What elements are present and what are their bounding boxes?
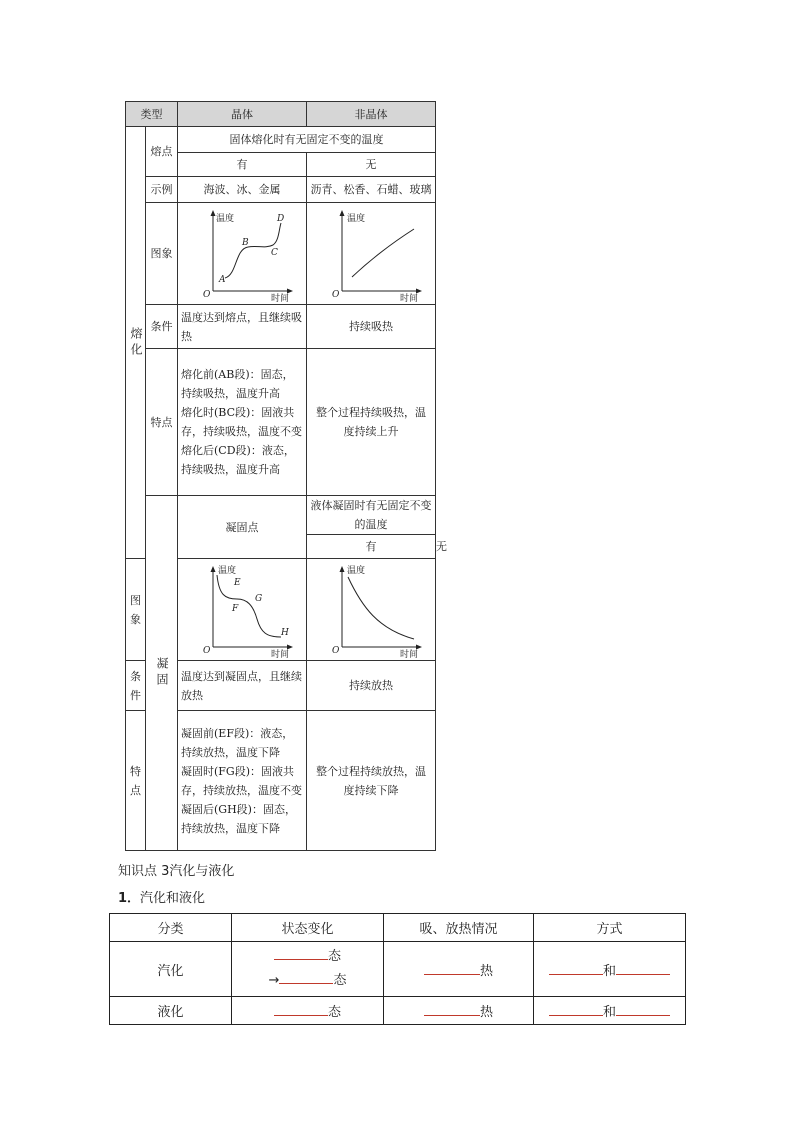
solidification-crystal-ylabel: 温度 [217, 565, 236, 576]
melting-graph-amorphous-cell [307, 203, 436, 305]
solidification-feature-during: 凝固时(FG段)：固液共存，持续放热，温度不变 [181, 764, 302, 797]
point-a: A [218, 274, 225, 285]
melting-crystal-origin: O [202, 289, 210, 300]
state-suffix: 态 [333, 973, 347, 988]
point-g: G [254, 593, 262, 604]
solidification-amorphous-xlabel: 时间 [399, 649, 418, 659]
table-row [110, 942, 686, 997]
melting-features-amorphous: 整个过程持续吸热，温度持续上升 [307, 349, 436, 496]
point-h: H [280, 627, 289, 638]
solidification-graph-label: 图象 [126, 559, 146, 661]
blank-heat[interactable] [424, 1001, 480, 1016]
examples-crystal: 海波、冰、金属 [178, 177, 307, 203]
row-liquefaction-heat [384, 997, 534, 1025]
section-subtitle-text: 汽化和液化 [140, 891, 206, 906]
point-f: F [231, 603, 238, 614]
point-c: C [270, 247, 278, 258]
header-method: 方式 [534, 914, 686, 942]
freezing-point-question: 液体凝固时有无固定不变的温度 [307, 496, 436, 535]
solidification-graph-amorphous-cell [307, 559, 436, 661]
melting-point-amorphous: 无 [307, 153, 436, 177]
solidification-crystal-origin: O [202, 645, 210, 656]
header-amorphous: 非晶体 [307, 102, 436, 127]
melting-condition-crystal: 温度达到熔点，且继续吸热 [178, 305, 307, 349]
melting-crystal-xlabel: 时间 [270, 293, 289, 303]
point-d: D [276, 213, 284, 224]
section-subtitle [118, 887, 205, 906]
section-subtitle-number: 1． [118, 891, 141, 906]
heat-suffix: 热 [479, 1005, 493, 1020]
blank-state[interactable] [274, 1001, 328, 1016]
table2-header-row [110, 914, 686, 942]
freezing-point-crystal: 有 [307, 535, 436, 559]
melting-feature-after: 熔化后(CD段)：液态，持续吸热，温度升高 [181, 444, 295, 476]
melting-feature-during: 熔化时(BC段)：固液共存，持续吸热，温度不变 [181, 406, 302, 438]
row-liquefaction-state [232, 997, 384, 1025]
method-and: 和 [602, 1005, 616, 1020]
melting-point-label: 熔点 [146, 127, 178, 177]
row-liquefaction-method [534, 997, 686, 1025]
section-title: 知识点 3汽化与液化 [118, 864, 235, 879]
row-liquefaction-name: 液化 [110, 997, 232, 1025]
melting-amorphous-xlabel: 时间 [399, 293, 418, 303]
melting-condition-label: 条件 [146, 305, 178, 349]
melting-point-crystal: 有 [178, 153, 307, 177]
arrow-icon: → [268, 973, 280, 988]
melting-features-crystal [178, 349, 307, 496]
vaporization-liquefaction-table [109, 913, 686, 1025]
solidification-amorphous-graph [314, 561, 429, 659]
melting-amorphous-origin: O [331, 289, 339, 300]
solidification-feature-after: 凝固后(GH段)：固态，持续放热，温度下降 [181, 802, 296, 835]
melting-features-label: 特点 [146, 349, 178, 496]
solidification-condition-crystal: 温度达到凝固点，且继续放热 [178, 661, 307, 711]
state-suffix: 态 [327, 1005, 341, 1020]
melting-graph-label: 图象 [146, 203, 178, 305]
solidification-amorphous-origin: O [331, 645, 339, 656]
blank-method-1[interactable] [549, 960, 603, 975]
solidification-condition-label: 条件 [126, 661, 146, 711]
table-row [110, 997, 686, 1025]
solidification-group-label: 凝固 [146, 496, 178, 851]
solidification-features-crystal [178, 711, 307, 851]
header-state-change: 状态变化 [232, 914, 384, 942]
point-b: B [241, 237, 249, 248]
melting-crystal-ylabel: 温度 [215, 213, 234, 224]
freezing-point-label: 凝固点 [178, 496, 307, 559]
melting-amorphous-ylabel: 温度 [346, 213, 365, 224]
melting-point-question: 固体熔化时有无固定不变的温度 [178, 127, 436, 153]
solidification-amorphous-ylabel: 温度 [346, 565, 365, 576]
state-suffix: 态 [327, 949, 341, 964]
melting-solidification-table: 类型 晶体 非晶体 熔化 熔点 固体熔化时有无固定不变的温度 有 无 示例 海波、冰、金属 沥青、松香、石蜡、玻璃 图象 温度 时间 O A B C D 温度 时间 O 条件 温度达到熔点，且继续吸热 持续吸热 特点 熔化前(AB段)：固态，持续吸热，温度升高 熔化时(BC段)：固液共存，持续吸热，温度不变 熔化后(CD段)：液态，持续吸热，温度升高 整个过程持续吸热，温度持续上升 凝固 凝固点 液体凝固时有无固定不变的温度 有 无 图象 温度 时间 O E F G H 温度 时间 O 条件 温度达到凝固点，且继续放热 持续放热 特点 凝固前(EF段)：液态，持续放热，温度下降 凝固时(FG段)：固液共存，持续放热，温度不变 凝固后(GH段)：固态，持续放热，温度下降 整个过程持续放热，温度持续下降 [125, 101, 436, 851]
examples-amorphous: 沥青、松香、石蜡、玻璃 [307, 177, 436, 203]
table-header-row [126, 102, 436, 127]
blank-state-to[interactable] [279, 969, 333, 984]
examples-label: 示例 [146, 177, 178, 203]
melting-amorphous-graph [314, 205, 429, 303]
row-vaporization-name: 汽化 [110, 942, 232, 997]
melting-graph-crystal-cell [178, 203, 307, 305]
solidification-crystal-graph [185, 561, 300, 659]
solidification-graph-crystal-cell [178, 559, 307, 661]
solidification-features-amorphous: 整个过程持续放热，温度持续下降 [307, 711, 436, 851]
melting-crystal-graph [185, 205, 300, 303]
melting-group-label: 熔化 [126, 127, 146, 559]
heat-suffix: 热 [479, 963, 493, 979]
row-vaporization-method [534, 942, 686, 997]
header-heat: 吸、放热情况 [384, 914, 534, 942]
header-category: 分类 [110, 914, 232, 942]
row-vaporization-heat [384, 942, 534, 997]
blank-heat[interactable] [424, 960, 480, 975]
blank-method-1[interactable] [549, 1001, 603, 1016]
solidification-features-label: 特点 [126, 711, 146, 851]
melting-condition-amorphous: 持续吸热 [307, 305, 436, 349]
solidification-crystal-xlabel: 时间 [270, 649, 289, 659]
blank-method-2[interactable] [616, 1001, 670, 1016]
header-crystal: 晶体 [178, 102, 307, 127]
row-vaporization-state [232, 942, 384, 997]
point-e: E [233, 577, 241, 588]
solidification-condition-amorphous: 持续放热 [307, 661, 436, 711]
header-type: 类型 [126, 102, 178, 127]
blank-method-2[interactable] [616, 960, 670, 975]
melting-feature-before: 熔化前(AB段)：固态，持续吸热，温度升高 [181, 368, 294, 400]
blank-state-from[interactable] [274, 945, 328, 960]
solidification-feature-before: 凝固前(EF段)：液态，持续放热，温度下降 [181, 726, 294, 759]
method-and: 和 [602, 963, 616, 979]
